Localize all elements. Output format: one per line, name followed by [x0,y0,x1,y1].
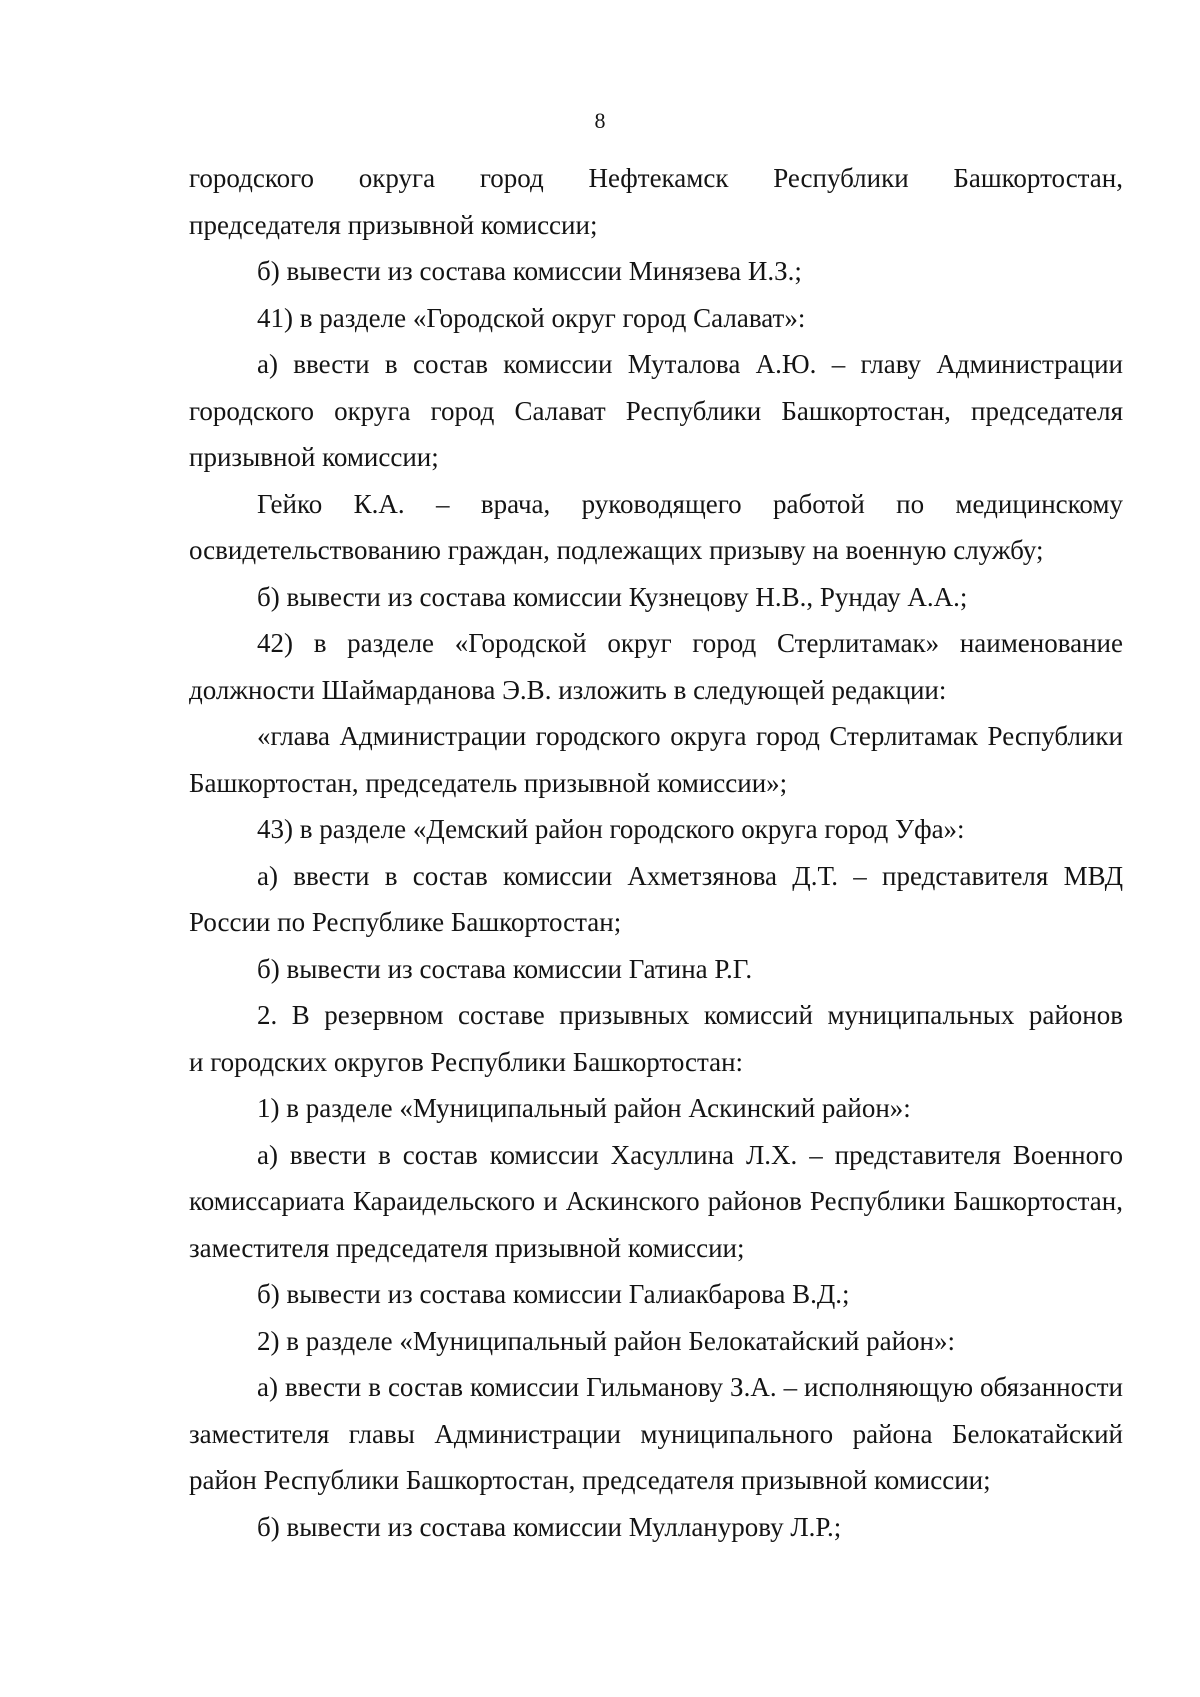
paragraph-line: б) вывести из состава комиссии Гатина Р.Г. [257,953,753,984]
paragraph-line: 42) в разделе «Городской округ город Стерлитамак» наименование [257,628,1123,658]
paragraph-line: призывной комиссии; [189,442,439,472]
paragraph-line: а) ввести в состав комиссии Хасуллина Л.Х. – представителя Военного [257,1139,1123,1170]
paragraph-line: заместителя главы Администрации муниципального района Белокатайский [189,1418,1123,1449]
paragraph-line: а) ввести в состав комиссии Муталова А.Ю. – главу Администрации [257,349,1123,379]
paragraph-line: 43) в разделе «Демский район городского округа город Уфа»: [257,814,965,844]
paragraph-line: освидетельствованию граждан, подлежащих призыву на военную службу; [189,535,1044,565]
paragraph-line: Башкортостан, председатель призывной комиссии»; [189,767,788,798]
paragraph-line: б) вывести из состава комиссии Мулланурову Л.Р.; [257,1511,842,1542]
paragraph-line: городского округа город Нефтекамск Республики Башкортостан, [189,163,1123,193]
paragraph-line: России по Республике Башкортостан; [189,907,622,937]
paragraph-line: должности Шаймарданова Э.В. изложить в следующей редакции: [189,674,947,705]
paragraph-line: а) ввести в состав комиссии Гильманову З.А. – исполняющую обязанности [257,1372,1123,1402]
paragraph-line: Гейко К.А. – врача, руководящего работой по медицинскому [257,488,1123,519]
paragraph-line: «глава Администрации городского округа город Стерлитамак Республики [257,721,1123,751]
paragraph-line: городского округа город Салават Республики Башкортостан, председателя [189,395,1123,426]
document-body [189,155,1123,1550]
paragraph-line: б) вывести из состава комиссии Минязева И.З.; [257,256,802,286]
paragraph-line: заместителя председателя призывной комиссии; [189,1232,745,1263]
paragraph-line: район Республики Башкортостан, председателя призывной комиссии; [189,1465,991,1495]
paragraph-line: и городских округов Республики Башкортостан: [189,1046,744,1077]
paragraph-line: б) вывести из состава комиссии Галиакбарова В.Д.; [257,1279,850,1309]
paragraph-line: 41) в разделе «Городской округ город Салават»: [257,302,806,333]
paragraph-line: 2. В резервном составе призывных комиссий муниципальных районов [257,1000,1123,1030]
paragraph-line: 1) в разделе «Муниципальный район Аскинский район»: [257,1093,911,1123]
paragraph-line: а) ввести в состав комиссии Ахметзянова Д.Т. – представителя МВД [257,860,1123,891]
page-number: 8 [594,108,606,133]
paragraph-line: б) вывести из состава комиссии Кузнецову Н.В., Рундау А.А.; [257,581,968,612]
paragraph-line: председателя призывной комиссии; [189,209,598,240]
paragraph-line: комиссариата Караидельского и Аскинского районов Республики Башкортостан, [189,1186,1123,1216]
paragraph-line: 2) в разделе «Муниципальный район Белокатайский район»: [257,1325,955,1356]
